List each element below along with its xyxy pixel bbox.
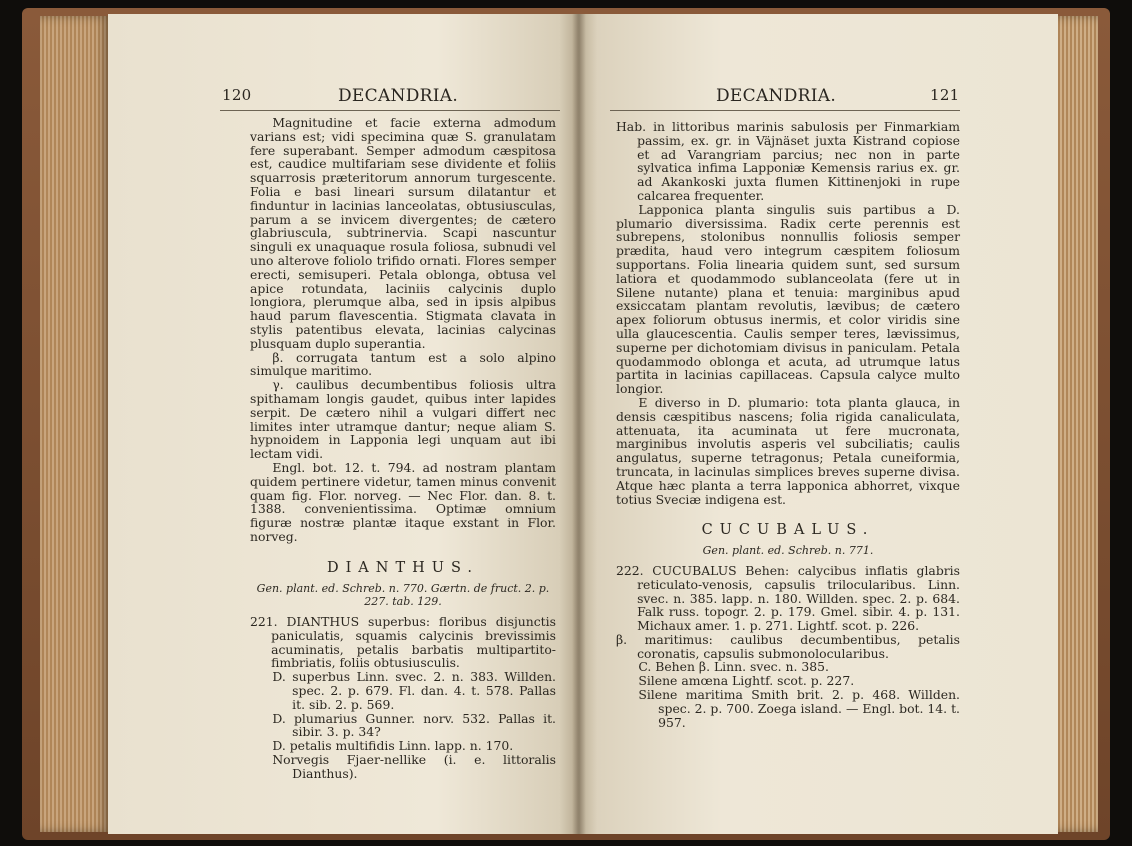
paragraph: β. corrugata tantum est a solo alpino simulque maritimo.: [250, 349, 556, 379]
synonym-reference: Silene maritima Smith brit. 2. p. 468. Willden. spec. 2. p. 700. Zoega island. — Engl. bot. 14. t. 957.: [638, 687, 960, 730]
paragraph: γ. caulibus decumbentibus foliosis ultra spithamam longis gaudet, quibus inter lapides serpit. De cætero nihil a vulgari differt nec limites inter utramque dantur; neque aliam S. hypnoidem in Lapponia legi unquam aut ibi lectam vidi.: [250, 377, 556, 462]
running-header: DECANDRIA.: [338, 86, 459, 106]
paragraph: Lapponica planta singulis suis partibus a D. plumario diversissima. Radix certe perennis est subrepens, stolonibus nonnullis foliosis semper prædita, haud vero integrum cæspitem foliosum supportans. Folia linearia quidem sunt, sed sursum latiora et quodammodo sublanceolata (fere ut in Silene nutante) plana et tenuia: marginibus apud exsiccatam plantam revolutis, lævibus; de cætero apex foliorum obtusus inermis, et color viridis sine ulla glaucescentia. Caulis semper teres, lævissimus, superne per dichotomiam divisus in paniculam. Petala quodammodo oblonga et acuta, ad utrumque latus partita in lacinias capillaceas. Capsula calyce multo longior.: [616, 201, 960, 397]
genus-reference: Gen. plant. ed. Schreb. n. 771.: [702, 544, 874, 558]
genus-heading: DIANTHUS.: [326, 559, 480, 576]
genus-heading: CUCUBALUS.: [701, 522, 875, 539]
synonym-reference: Silene amœna Lightf. scot. p. 227.: [638, 673, 855, 689]
synonym-reference: C. Behen β. Linn. svec. n. 385.: [638, 659, 829, 675]
left-body-text: [250, 116, 556, 781]
running-header: DECANDRIA.: [716, 86, 837, 106]
page-edges-left: [40, 16, 110, 832]
page-number: 121: [930, 86, 960, 104]
left-page: [108, 14, 578, 834]
synonym-reference: D. petalis multifidis Linn. lapp. n. 170.: [272, 738, 514, 754]
variety-entry: β. maritimus: caulibus decumbentibus, petalis coronatis, capsulis submonolocularibus.: [616, 631, 960, 661]
page-number: 120: [222, 86, 252, 104]
paragraph: E diverso in D. plumario: tota planta glauca, in densis cæspitibus nascens; folia rigida canaliculata, attenuata, ita acuminata ut fere mucronata, marginibus involutis asperis vel subciliatis; caulis angulatus, superne tetragonus; Petala cuneiformia, truncata, in lacinulas simplices breves superne divisa. Atque hæc planta a terra lapponica abhorret, vixque totius Sveciæ indigena est.: [616, 394, 960, 507]
paragraph: Engl. bot. 12. t. 794. ad nostram plantam quidem pertinere videtur, tamen minus convenit quam fig. Flor. norveg. — Nec Flor. dan. 8. t. 1388. convenientissima. Optimæ omnium figuræ nostræ plantæ itaque exstant in Flor. norveg.: [250, 459, 556, 544]
book-gutter: [572, 14, 586, 834]
species-entry: 221. DIANTHUS superbus: floribus disjunctis paniculatis, squamis calycinis brevissimis acuminatis, petalis barbatis multipartito-fimbriatis, foliis obtusiusculis.: [250, 614, 556, 671]
genus-reference: Gen. plant. ed. Schreb. n. 770. Gærtn. de fruct. 2. p. 227. tab. 129.: [256, 581, 550, 609]
synonym-reference: D. superbus Linn. svec. 2. n. 383. Willden. spec. 2. p. 679. Fl. dan. 4. t. 578. Pallas it. sib. 2. p. 569.: [272, 669, 556, 712]
paragraph: Hab. in littoribus marinis sabulosis per Finmarkiam passim, ex. gr. in Väjnäset juxta Kistrand copiose et ad Varangriam parcius; nec non in parte sylvatica infima Lapponiæ Kemensis rarius ex. gr. ad Akankoski juxta flumen Kittinenjoki in rupe calcarea frequenter.: [616, 119, 960, 203]
paragraph: Magnitudine et facie externa admodum varians est; vidi specimina quæ S. granulatam fere superabant. Semper admodum cæspitosa est, caudice multifariam sese dividente et foliis squarrosis præteritorum annorum turgescente. Folia e basi lineari sursum dilatantur et finduntur in lacinias lanceolatas, obtusiusculas, parum a se invicem divergentes; de cætero glabriuscula, subtrinervia. Scapi nascuntur singuli ex unaquaque rosula foliosa, subnudi vel uno alterove foliolo trifido ornati. Flores semper erecti, semisuperi. Petala oblonga, obtusa vel apice rotundata, laciniis calycinis duplo longiora, plerumque alba, sed in ipsis alpibus haud parum flavescentia. Stigmata clavata in stylis patentibus elevata, lacinias calycinas plusquam duplo superantia.: [250, 115, 556, 351]
vernacular-name: Norvegis Fjaer-nellike (i. e. littoralis Dianthus).: [272, 752, 556, 781]
right-body-text: [616, 120, 960, 729]
header-rule: [610, 110, 960, 111]
species-entry: 222. CUCUBALUS Behen: calycibus inflatis glabris reticulato-venosis, capsulis trilocularibus. Linn. svec. n. 385. lapp. n. 180. Willden. spec. 2. p. 684. Falk russ. topogr. 2. p. 179. Gmel. sibir. 4. p. 131. Michaux amer. 1. p. 271. Lightf. scot. p. 226.: [616, 562, 960, 634]
right-page: [578, 14, 1058, 834]
synonym-reference: D. plumarius Gunner. norv. 532. Pallas it. sibir. 3. p. 34?: [272, 710, 556, 740]
header-rule: [220, 110, 560, 111]
